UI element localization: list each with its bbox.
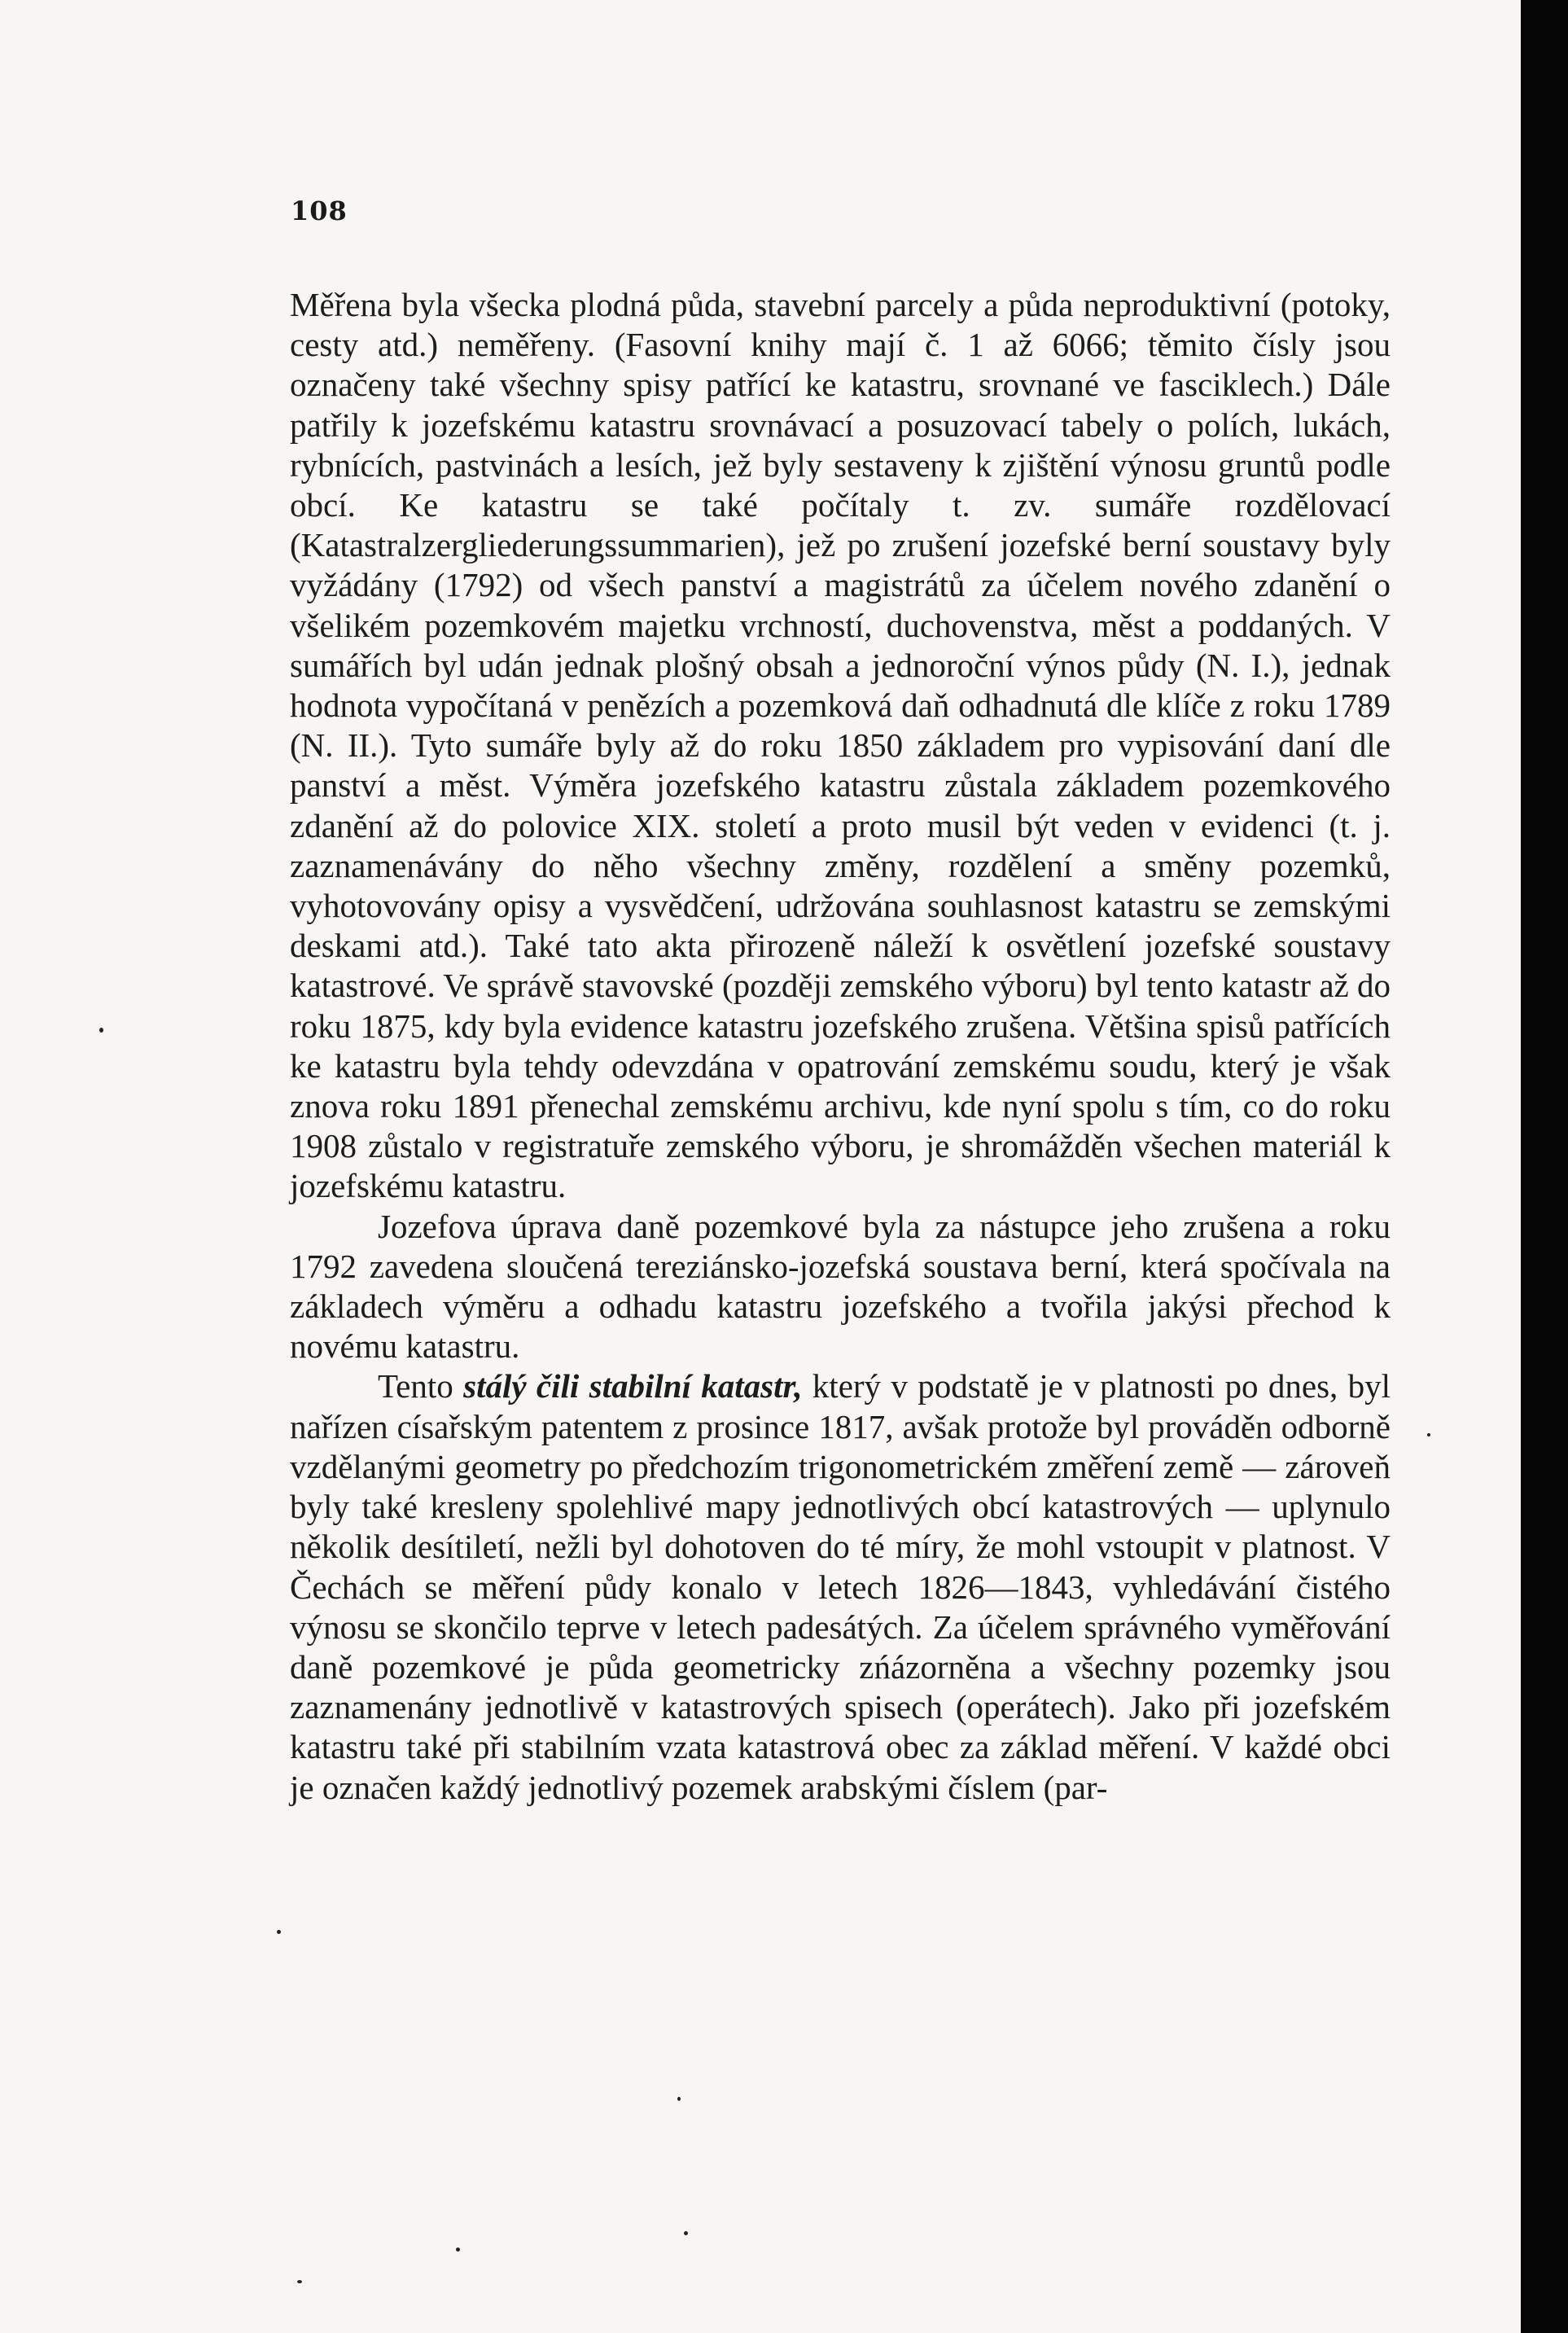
scan-speck: [677, 2097, 681, 2101]
scan-speck: [297, 2280, 302, 2283]
paragraph-3-rest: který v podstatě je v platnosti po dnes, byl nařízen císařským patentem z prosince 1817, avšak protože byl prováděn odborně vzdělanými geometry po předchozím trigonometrickém změření země — zároveň byly také kresleny spolehlivé mapy jednotlivých obcí katastrových — uplynulo několik desítiletí, nežli byl dohotoven do té míry, že mohl vstoupit v platnost. V Čechách se měření půdy konalo v letech 1826—1843, vyhledávání čistého výnosu se skončilo teprve v letech padesátých. Za účelem správného vyměřování daně pozemkové je půda geometricky zńázorněna a všechny pozemky jsou zaznamenány jednotlivě v katastrových spisech (operátech). Jako při jozefském katastru také při stabilním vzata katastrová obec za základ měření. V každé obci je označen každý jednotlivý pozemek arabskými číslem (par-: [290, 1367, 1391, 1806]
book-spine-shadow: [1521, 0, 1568, 2333]
scan-speck: [1427, 1433, 1430, 1436]
body-text: [290, 285, 1391, 1808]
paragraph-3-lead: Tento: [378, 1367, 464, 1406]
paragraph-1: Měřena byla všecka plodná půda, stavební parcely a půda neproduktivní (potoky, cesty atd.) neměřeny. (Fasovní knihy mají č. 1 až 6066; těmito čísly jsou označeny také všechny spisy patřící ke katastru, srovnané ve fasciklech.) Dále patřily k jozefskému katastru srovnávací a posuzovací tabely o polích, lukách, rybnících, pastvinách a lesích, jež byly sestaveny k zjištění výnosu gruntů podle obcí. Ke katastru se také počítaly t. zv. sumáře rozdělovací (Katastralzergliederungssummarien), jež po zrušení jozefské berní soustavy byly vyžádány (1792) od všech panství a magistrátů za účelem nového zdanění o všelikém pozemkovém majetku vrchností, duchovenstva, měst a poddaných. V sumářích byl udán jednak plošný obsah a jednoroční výnos půdy (N. I.), jednak hodnota vypočítaná v penězích a pozemková daň odhadnutá dle klíče z roku 1789 (N. II.). Tyto sumáře byly až do roku 1850 základem pro vypisování daní dle panství a měst. Výměra jozefského katastru zůstala základem pozemkového zdanění až do polovice XIX. století a proto musil být veden v evidenci (t. j. zaznamenávány do něho všechny změny, rozdělení a směny pozemků, vyhotovovány opisy a vysvědčení, udržována souhlasnost katastru se zemskými deskami atd.). Také tato akta přirozeně náleží k osvětlení jozefské soustavy katastrové. Ve správě stavovské (později zemského výboru) byl tento katastr až do roku 1875, kdy byla evidence katastru jozefského zrušena. Většina spisů patřících ke katastru byla tehdy odevzdána v opatrování zemskému soudu, který je však znova roku 1891 přenechal zemskému archivu, kde nyní spolu s tím, co do roku 1908 zůstalo v registratuře zemského výboru, je shromážděn všechen materiál k jozefskému katastru.: [290, 286, 1391, 1205]
paragraph-3: [290, 1366, 1391, 1807]
scan-speck: [99, 1028, 103, 1033]
scan-speck: [277, 1930, 281, 1934]
scan-speck: [684, 2231, 688, 2235]
paragraph-2: Jozefova úprava daně pozemkové byla za nástupce jeho zrušena a roku 1792 zavedena sloučená tereziánsko-jozefská soustava berní, která spočívala na základech výměru a odhadu katastru jozefského a tvořila jakýsi přechod k novému katastru.: [290, 1207, 1391, 1366]
page-number: 108: [291, 195, 348, 226]
scan-speck: [456, 2247, 460, 2252]
emphasized-term: stálý čili stabilní katastr,: [463, 1367, 803, 1406]
